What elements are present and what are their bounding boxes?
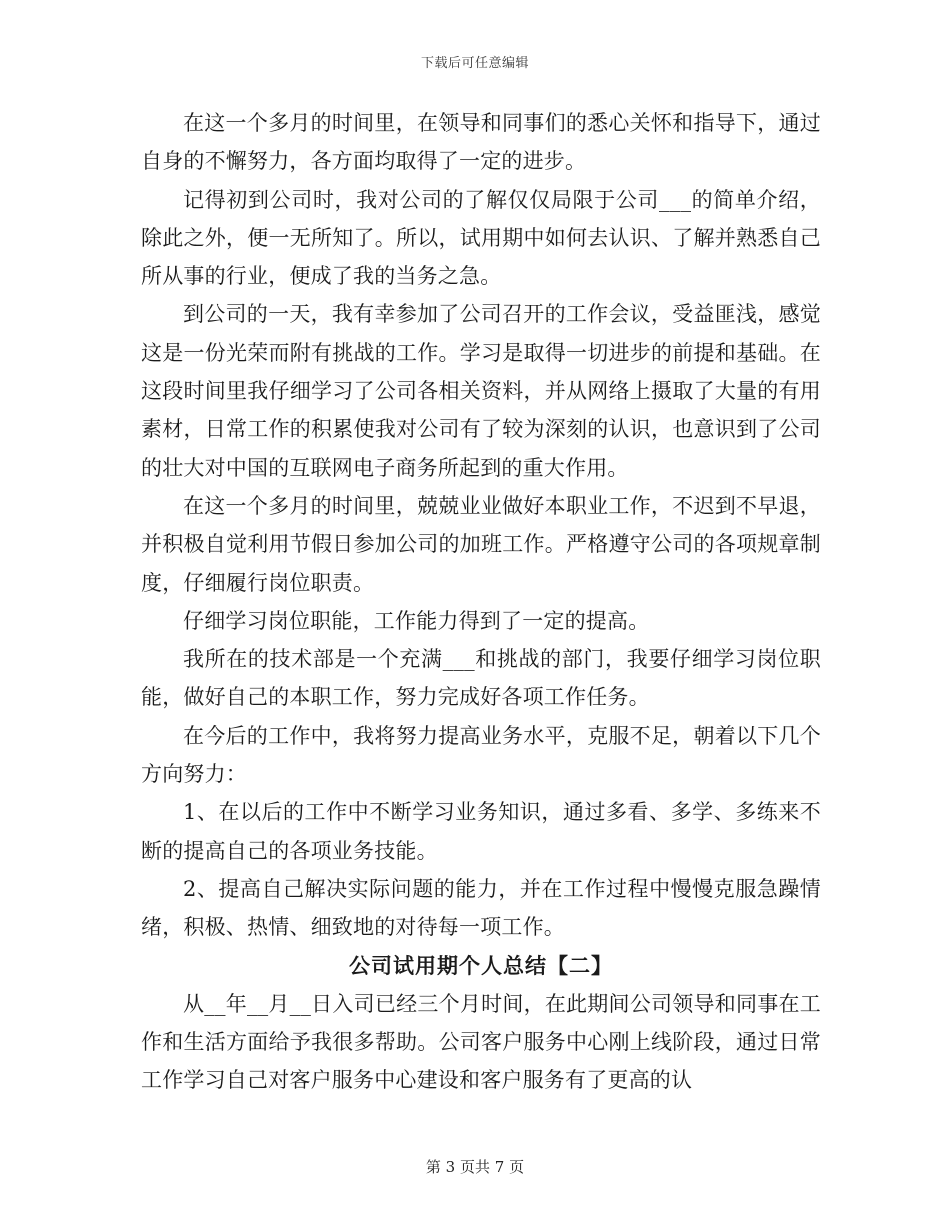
paragraph: 2、提高自己解决实际问题的能力，并在工作过程中慢慢克服急躁情绪，积极、热情、细致地的对待每一项工作。 <box>141 876 821 940</box>
paragraph: 在这一个多月的时间里，在领导和同事们的悉心关怀和指导下，通过自身的不懈努力，各方面均取得了一定的进步。 <box>141 111 821 174</box>
paragraph: 到公司的一天，我有幸参加了公司召开的工作会议，受益匪浅，感觉这是一份光荣而附有挑战的工作。学习是取得一切进步的前提和基础。在这段时间里我仔细学习了公司各相关资料，并从网络上摄取了大量的有用素材，日常工作的积累使我对公司有了较为深刻的认识，也意识到了公司的壮大对中国的互联网电子商务所起到的重大作用。 <box>141 302 821 480</box>
paragraph: 1、在以后的工作中不断学习业务知识，通过多看、多学、多练来不断的提高自己的各项业务技能。 <box>141 800 821 863</box>
section-title: 公司试用期个人总结【二】 <box>349 952 613 978</box>
paragraph: 记得初到公司时，我对公司的了解仅仅局限于公司___的简单介绍，除此之外，便一无所知了。所以，试用期中如何去认识、了解并熟悉自己所从事的行业，便成了我的当务之急。 <box>141 187 821 289</box>
paragraph: 仔细学习岗位职能，工作能力得到了一定的提高。 <box>183 608 650 633</box>
header-note: 下载后可任意编辑 <box>420 56 529 71</box>
paragraph: 从__年__月__日入司已经三个月时间，在此期间公司领导和同事在工作和生活方面给予我很多帮助。公司客户服务中心刚上线阶段，通过日常工作学习自己对客户服务中心建设和客户服务有了更高的认 <box>141 991 821 1093</box>
paragraph: 我所在的技术部是一个充满___和挑战的部门，我要仔细学习岗位职能，做好自己的本职工作，努力完成好各项工作任务。 <box>141 647 821 710</box>
document-body <box>141 104 821 1100</box>
paragraph: 在今后的工作中，我将努力提高业务水平，克服不足，朝着以下几个方向努力： <box>141 723 821 787</box>
paragraph: 在这一个多月的时间里，兢兢业业做好本职业工作，不迟到不早退，并积极自觉利用节假日参加公司的加班工作。严格遵守公司的各项规章制度，仔细履行岗位职责。 <box>141 493 821 595</box>
page-footer: 第 3 页共 7 页 <box>425 1158 525 1176</box>
